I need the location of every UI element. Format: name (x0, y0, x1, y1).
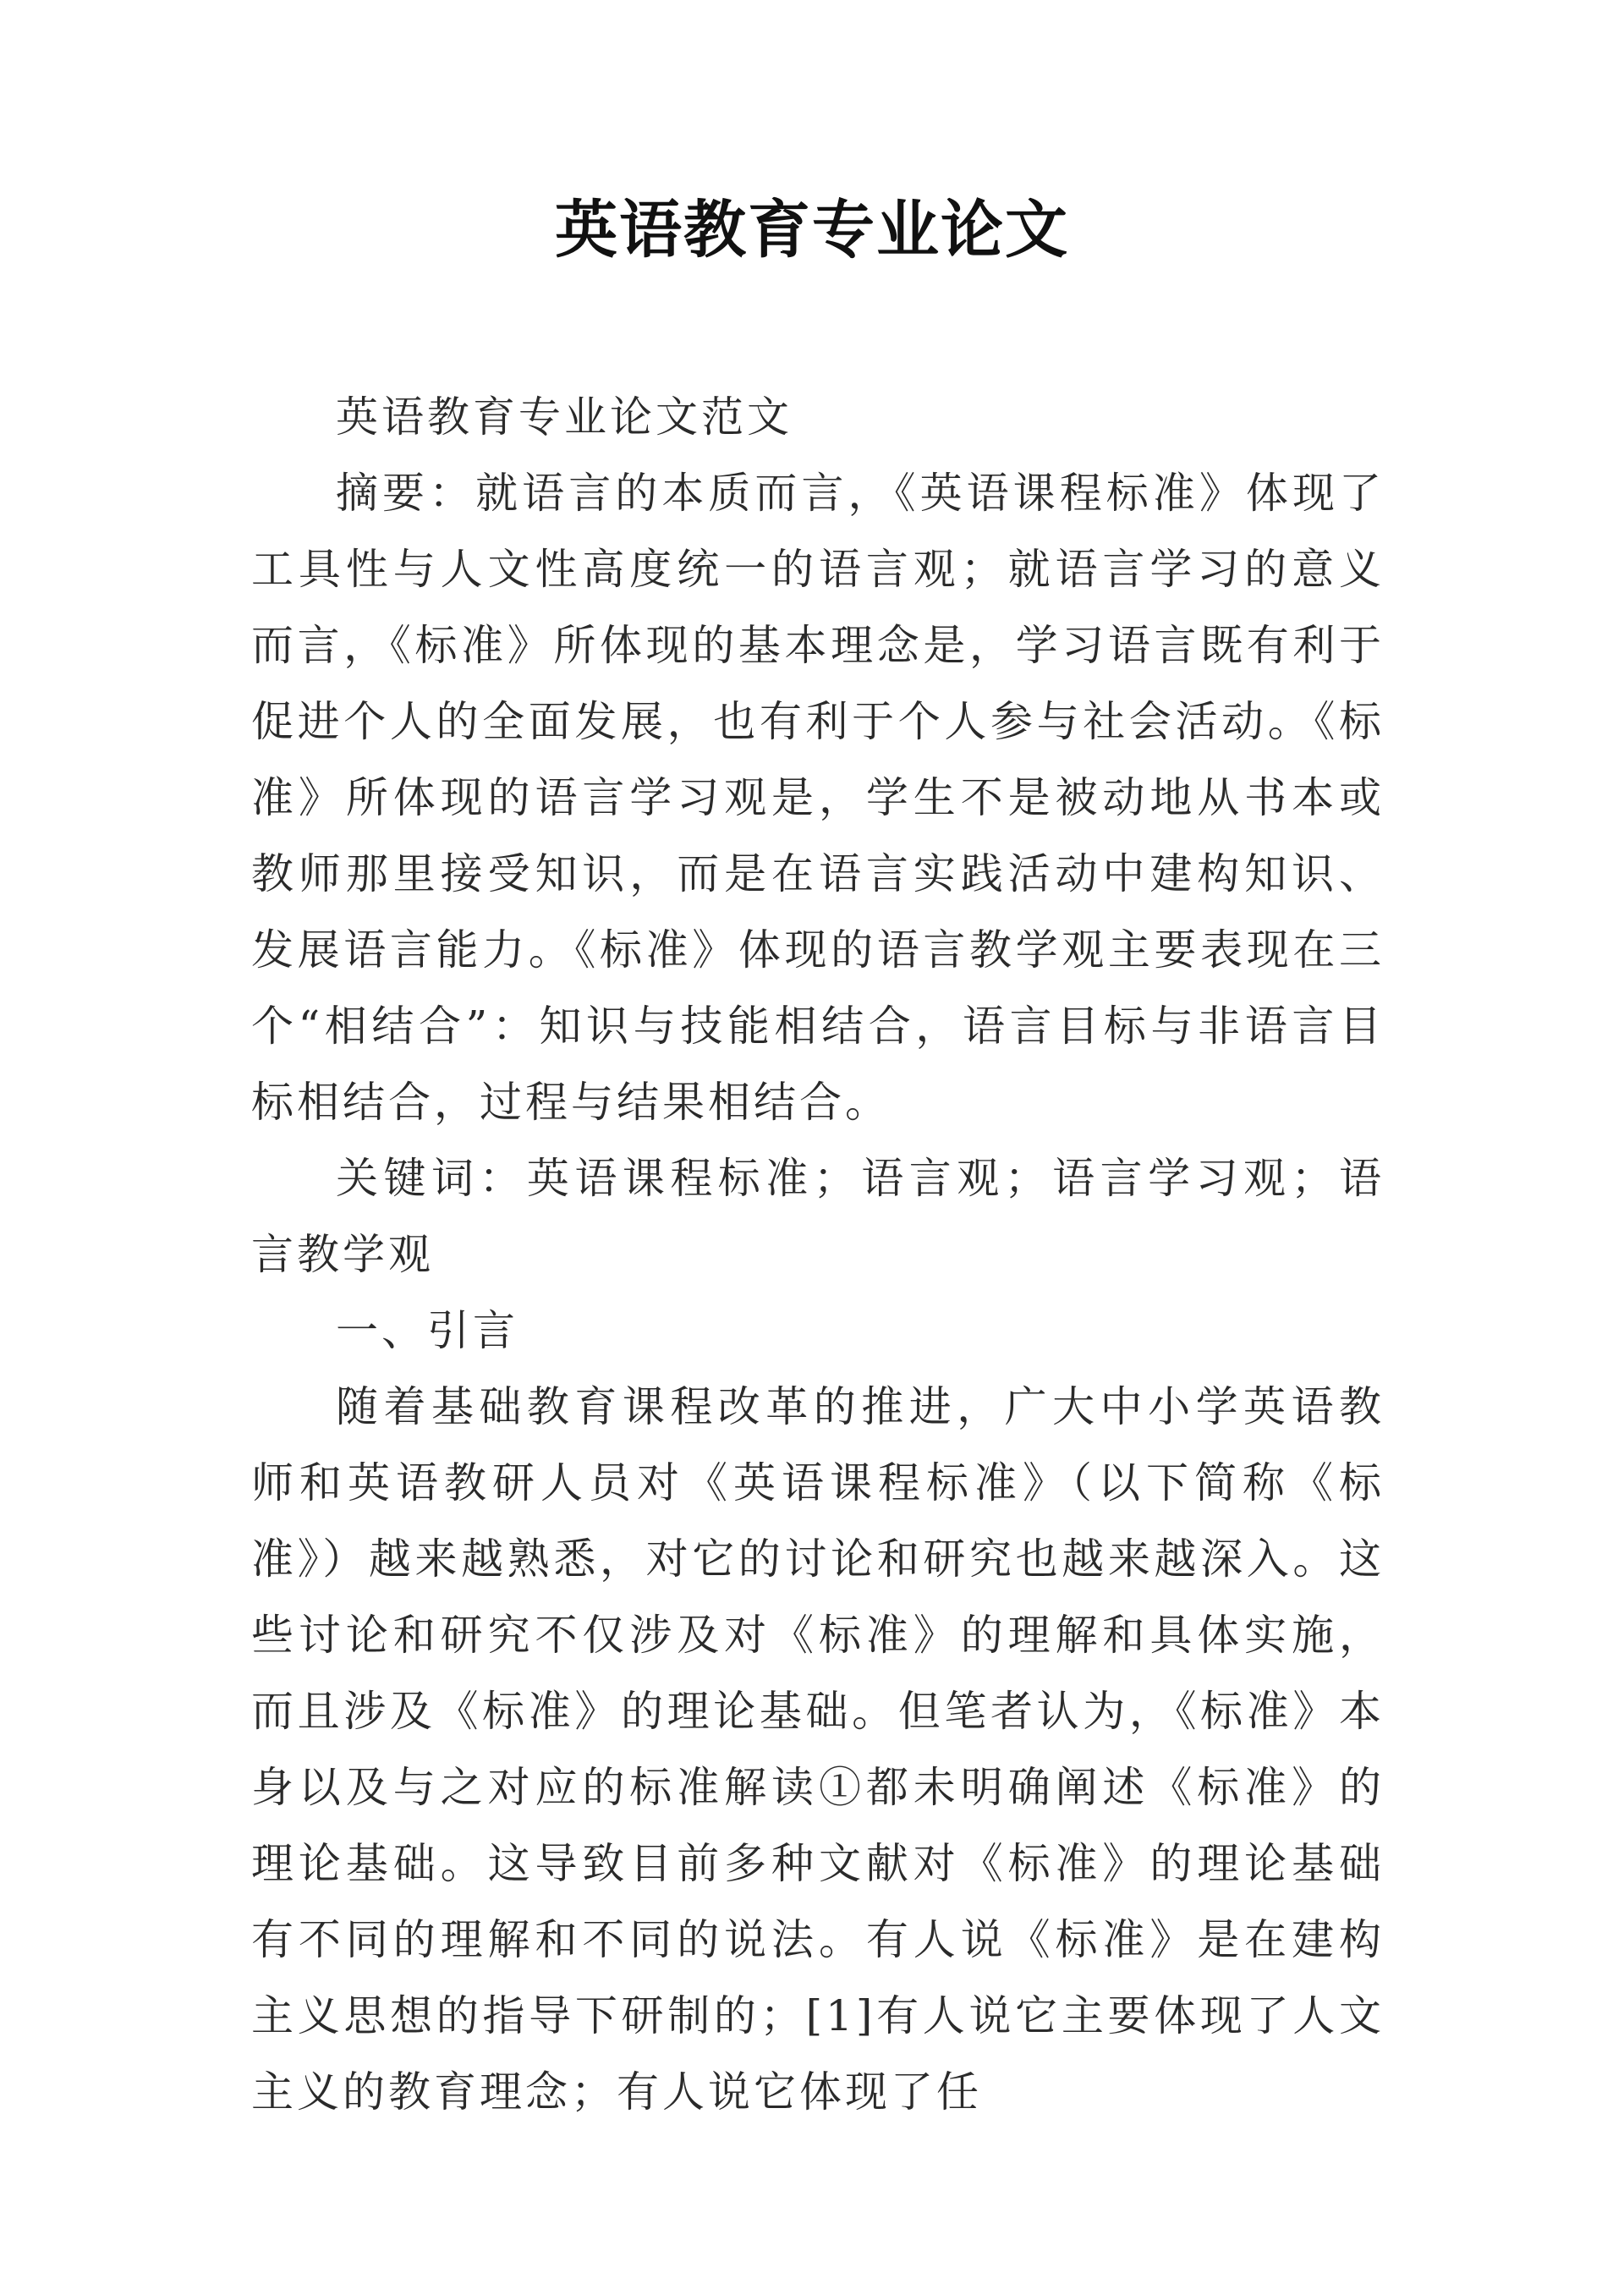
keywords-paragraph: 关键词：英语课程标准；语言观；语言学习观；语言教学观 (251, 1154, 1385, 1279)
section-heading: 一、引言 (336, 1306, 518, 1355)
body-paragraph: 随着基础教育课程改革的推进，广大中小学英语教师和英语教研人员对《英语课程标准》（以下简称《标准》）越来越熟悉，对它的讨论和研究也越来越深入。这些讨论和研究不仅涉及对《标准》的理解和具体实施，而且涉及《标准》的理论基础。但笔者认为，《标准》本身以及与之对应的标准解读①都未明确阐述《标准》的理论基础。这导致目前多种文献对《标准》的理论基础有不同的理解和不同的说法。有人说《标准》是在建构主义思想的指导下研制的；[1]有人说它主要体现了人文主义的教育理念；有人说它体现了任 (251, 1382, 1385, 2117)
document-title: 英语教育专业论文 (555, 194, 1069, 266)
subtitle-paragraph: 英语教育专业论文范文 (336, 393, 793, 442)
document-body (251, 379, 1385, 2130)
abstract-paragraph: 摘要：就语言的本质而言，《英语课程标准》体现了工具性与人文性高度统一的语言观；就语言学习的意义而言，《标准》所体现的基本理念是，学习语言既有利于促进个人的全面发展，也有利于个人参与社会活动。《标准》所体现的语言学习观是，学生不是被动地从书本或教师那里接受知识，而是在语言实践活动中建构知识、发展语言能力。《标准》体现的语言教学观主要表现在三个“相结合”：知识与技能相结合，语言目标与非语言目标相结合，过程与结果相结合。 (251, 469, 1385, 1127)
